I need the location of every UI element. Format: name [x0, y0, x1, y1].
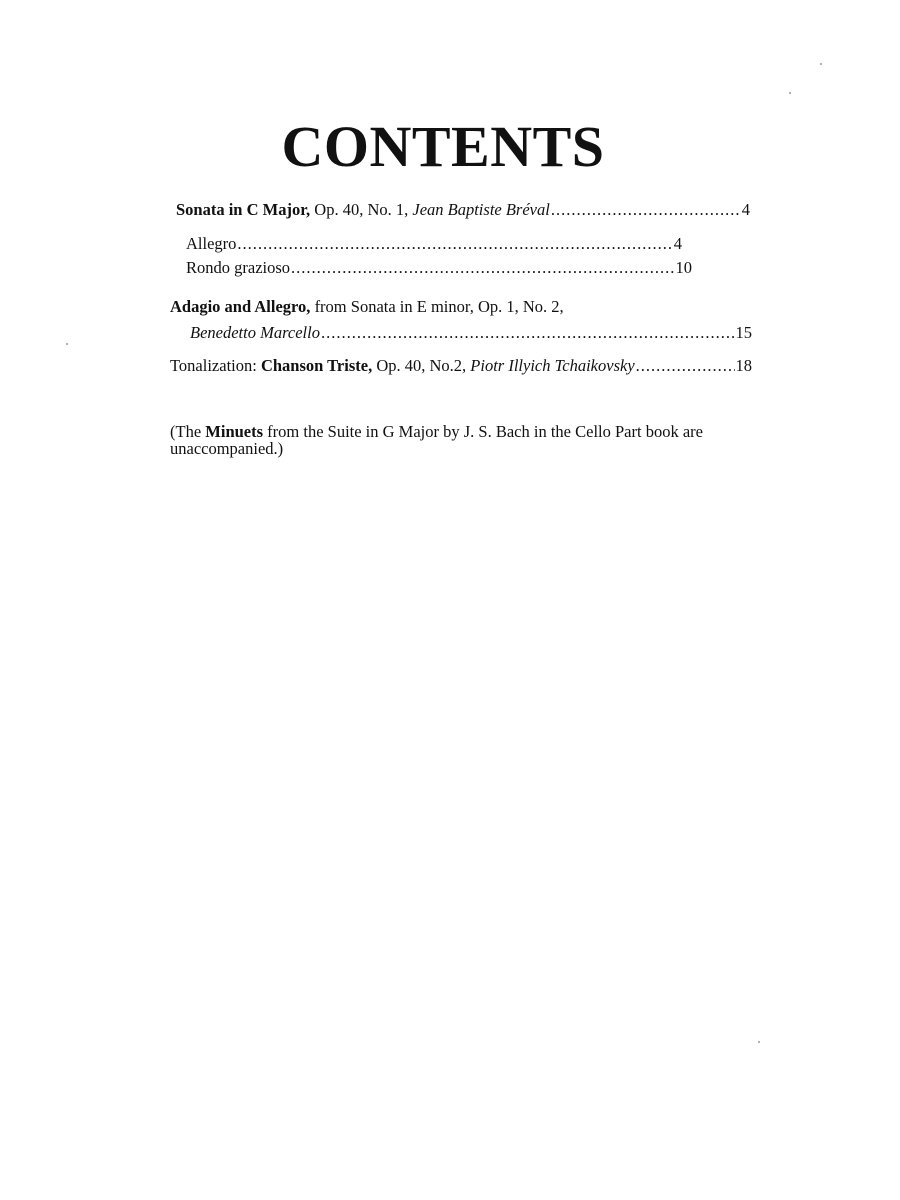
scan-speck — [789, 92, 791, 94]
footnote-open: (The — [170, 422, 206, 441]
footnote-rest: from the Suite in G Major by J. S. Bach in the Cello Part book are unaccompanied.) — [170, 422, 703, 458]
footnote-bold-term: Minuets — [205, 422, 264, 441]
dot-leader — [636, 355, 735, 377]
toc-entry-adagio — [190, 322, 752, 344]
toc-work-title: Sonata in C Major, — [176, 200, 311, 219]
toc-composer: Jean Baptiste Bréval — [412, 200, 550, 219]
toc-page-number: 18 — [735, 356, 752, 375]
toc-work-detail: from Sonata in E minor, Op. 1, No. 2, — [310, 297, 564, 316]
toc-work-title: Chanson Triste, — [260, 356, 373, 375]
toc-entry-tonalization — [170, 355, 752, 377]
toc-work-detail: Op. 40, No. 1, — [310, 200, 413, 219]
toc-entry-adagio-heading — [170, 296, 564, 318]
scan-speck — [66, 343, 68, 345]
toc-work-detail: Op. 40, No.2, — [372, 356, 471, 375]
toc-page-number: 4 — [673, 234, 682, 253]
toc-page-number: 4 — [741, 200, 750, 219]
dot-leader — [291, 257, 674, 279]
toc-movement-label: Rondo grazioso — [186, 258, 291, 277]
toc-entry-allegro — [186, 233, 682, 255]
toc-entry-rondo — [186, 257, 692, 279]
toc-page-number: 10 — [675, 258, 692, 277]
toc-composer: Benedetto Marcello — [190, 323, 320, 342]
toc-entry-text — [170, 355, 635, 377]
dot-leader — [237, 233, 672, 255]
scan-speck — [758, 1041, 760, 1043]
toc-prefix: Tonalization: — [170, 356, 261, 375]
scan-speck — [820, 63, 822, 65]
toc-movement-label: Allegro — [186, 234, 237, 253]
footnote — [170, 423, 770, 457]
page-title: CONTENTS — [281, 114, 605, 179]
toc-work-title: Adagio and Allegro, — [170, 297, 311, 316]
dot-leader — [321, 322, 735, 344]
toc-entry-text — [176, 199, 550, 221]
toc-page-number: 15 — [735, 323, 752, 342]
toc-entry-sonata — [176, 199, 750, 221]
toc-composer: Piotr Illyich Tchaikovsky — [470, 356, 635, 375]
dot-leader — [551, 199, 741, 221]
